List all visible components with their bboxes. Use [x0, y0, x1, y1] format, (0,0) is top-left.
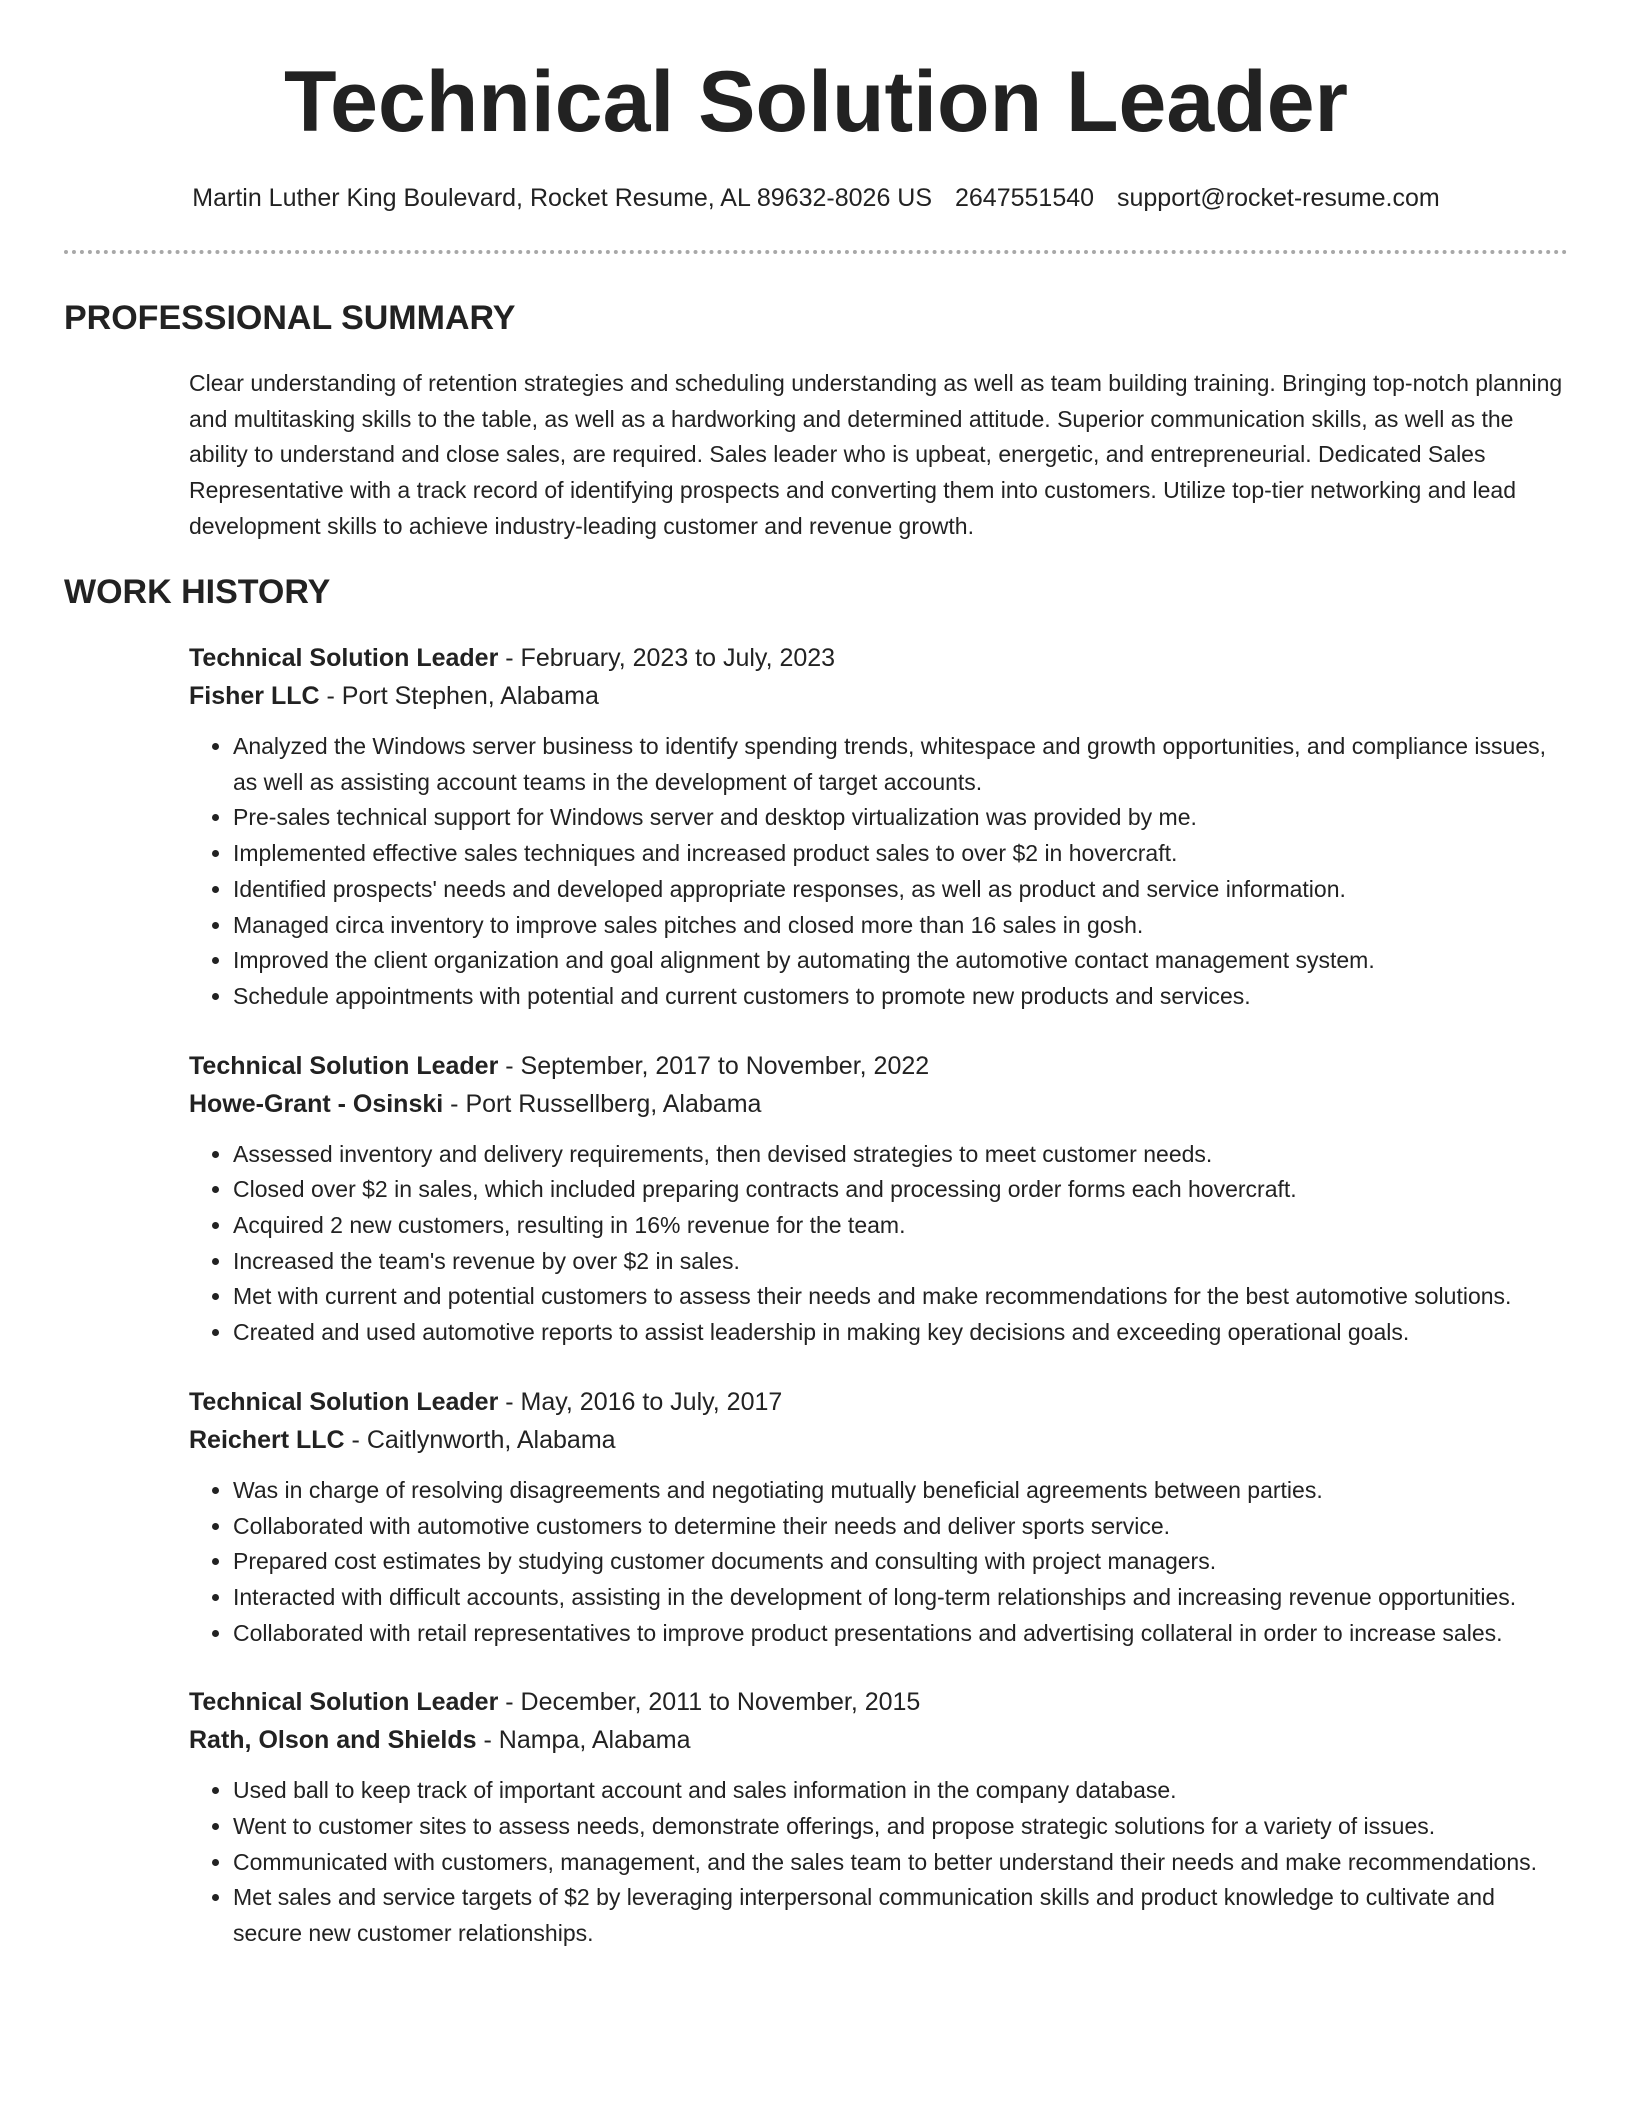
job-separator: -: [476, 1726, 499, 1755]
job-location: Caitlynworth, Alabama: [366, 1425, 616, 1454]
job-bullets: [189, 1773, 1569, 1952]
job-title-line: [189, 639, 1569, 677]
summary-text: Clear understanding of retention strategies and scheduling understanding as well as team building training. Bringing top-notch planning and multitasking skills to the table, as well as a hardworking and determined attitude. Superior communication skills, as well as the ability to understand and close sales, are required. Sales leader who is upbeat, energetic, and entrepreneurial. Dedicated Sales Representative with a track record of identifying prospects and converting them into customers. Utilize top-tier networking and lead development skills to achieve industry-leading customer and revenue growth.: [189, 370, 1563, 539]
job-company: Howe-Grant - Osinski: [189, 1089, 444, 1118]
job-company-line: [189, 1721, 1569, 1759]
summary-heading: PROFESSIONAL SUMMARY: [64, 299, 516, 337]
job-dates: February, 2023 to July, 2023: [520, 644, 836, 672]
job-separator: -: [443, 1089, 466, 1118]
job-dates: September, 2017 to November, 2022: [520, 1051, 930, 1080]
job-bullet: • Implemented effective sales techniques and increased product sales to over $2 in hovercraft.: [233, 836, 1569, 872]
job-bullets: [189, 1473, 1569, 1652]
job-title-line: [189, 1047, 1569, 1085]
job-bullet: • Met with current and potential customers to assess their needs and make recommendations for the best automotive solutions.: [233, 1279, 1569, 1315]
job-location: Nampa, Alabama: [498, 1726, 691, 1755]
job-role: Technical Solution Leader: [189, 644, 499, 672]
job-company-line: [189, 677, 1569, 715]
job-bullet: • Managed circa inventory to improve sales pitches and closed more than 16 sales in gosh.: [233, 908, 1569, 944]
job-bullet: • Communicated with customers, management, and the sales team to better understand their needs and make recommendations.: [233, 1845, 1569, 1881]
job-role: Technical Solution Leader: [189, 1387, 499, 1416]
job-company: Rath, Olson and Shields: [189, 1726, 477, 1755]
job-company-line: [189, 1421, 1569, 1459]
job-separator: -: [319, 682, 342, 710]
job-entry: [189, 1383, 1569, 1652]
job-role: Technical Solution Leader: [189, 1051, 499, 1080]
job-separator: -: [344, 1425, 367, 1454]
job-bullets: [189, 1137, 1569, 1351]
contact-phone: 2647551540: [955, 184, 1095, 212]
job-bullet: • Prepared cost estimates by studying customer documents and consulting with project managers.: [233, 1544, 1569, 1580]
work-history-list: [189, 639, 1569, 1984]
job-bullet: • Increased the team's revenue by over $2 in sales.: [233, 1244, 1569, 1280]
resume-name: Technical Solution Leader: [283, 54, 1349, 150]
job-dates: May, 2016 to July, 2017: [520, 1387, 783, 1416]
job-entry: [189, 639, 1569, 1015]
job-company: Reichert LLC: [189, 1425, 345, 1454]
job-bullet: • Used ball to keep track of important account and sales information in the company database.: [233, 1773, 1569, 1809]
job-separator: -: [498, 1688, 521, 1717]
job-bullet: • Analyzed the Windows server business to identify spending trends, whitespace and growth opportunities, and compliance issues, as well as assisting account teams in the development of target accounts.: [233, 729, 1569, 800]
job-bullet: • Was in charge of resolving disagreements and negotiating mutually beneficial agreements between parties.: [233, 1473, 1569, 1509]
job-bullet: • Identified prospects' needs and developed appropriate responses, as well as product and service information.: [233, 872, 1569, 908]
job-location: Port Stephen, Alabama: [341, 682, 599, 710]
job-bullets: [189, 729, 1569, 1015]
job-dates: December, 2011 to November, 2015: [520, 1688, 921, 1717]
job-bullet: • Collaborated with retail representatives to improve product presentations and advertising collateral in order to increase sales.: [233, 1616, 1569, 1652]
job-bullet: • Went to customer sites to assess needs, demonstrate offerings, and propose strategic solutions for a variety of issues.: [233, 1809, 1569, 1845]
work-history-heading: WORK HISTORY: [64, 573, 331, 611]
job-entry: [189, 1683, 1569, 1952]
job-bullet: • Improved the client organization and goal alignment by automating the automotive contact management system.: [233, 943, 1569, 979]
job-bullet: • Assessed inventory and delivery requirements, then devised strategies to meet customer needs.: [233, 1137, 1569, 1173]
job-bullet: • Closed over $2 in sales, which included preparing contracts and processing order forms each hovercraft.: [233, 1172, 1569, 1208]
job-location: Port Russellberg, Alabama: [465, 1089, 762, 1118]
job-entry: [189, 1047, 1569, 1351]
job-bullet: • Pre-sales technical support for Windows server and desktop virtualization was provided by me.: [233, 800, 1569, 836]
job-bullet: • Interacted with difficult accounts, assisting in the development of long-term relationships and increasing revenue opportunities.: [233, 1580, 1569, 1616]
job-bullet: • Created and used automotive reports to assist leadership in making key decisions and exceeding operational goals.: [233, 1315, 1569, 1351]
job-role: Technical Solution Leader: [189, 1688, 499, 1717]
contact-address: Martin Luther King Boulevard, Rocket Resume, AL 89632-8026 US: [192, 184, 933, 212]
contact-line: [0, 182, 1632, 214]
job-separator: -: [498, 644, 521, 672]
job-title-line: [189, 1683, 1569, 1721]
job-separator: -: [498, 1051, 521, 1080]
job-company: Fisher LLC: [189, 682, 320, 710]
job-company-line: [189, 1085, 1569, 1123]
job-bullet: • Met sales and service targets of $2 by leveraging interpersonal communication skills and product knowledge to cultivate and secure new customer relationships.: [233, 1880, 1569, 1951]
contact-email: support@rocket-resume.com: [1117, 184, 1440, 212]
header-divider: [64, 250, 1568, 254]
job-bullet: • Collaborated with automotive customers to determine their needs and deliver sports service.: [233, 1509, 1569, 1545]
job-separator: -: [498, 1387, 521, 1416]
job-bullet: • Acquired 2 new customers, resulting in 16% revenue for the team.: [233, 1208, 1569, 1244]
job-title-line: [189, 1383, 1569, 1421]
job-bullet: • Schedule appointments with potential and current customers to promote new products and services.: [233, 979, 1569, 1015]
